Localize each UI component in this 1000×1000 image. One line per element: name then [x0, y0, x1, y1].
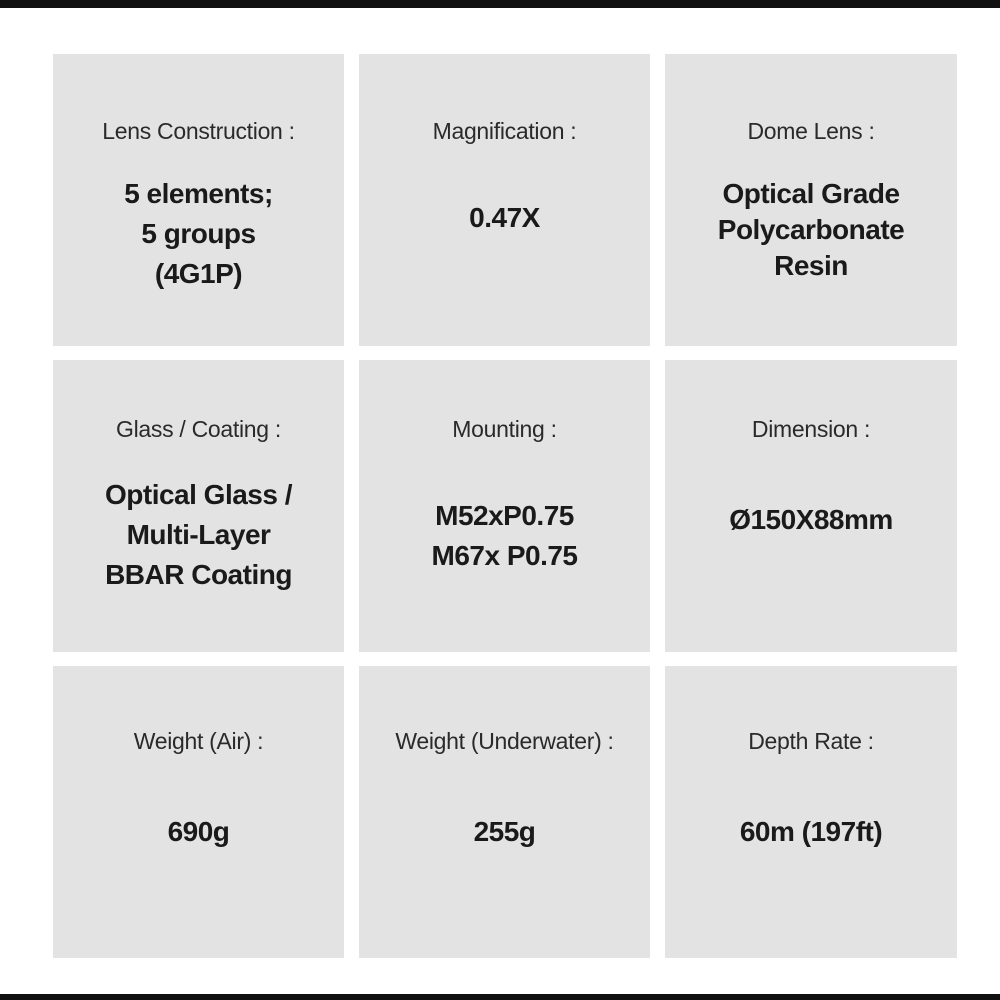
spec-value — [367, 812, 642, 852]
spec-cell-dimension — [665, 360, 957, 652]
spec-cell-weight-underwater — [359, 666, 650, 958]
spec-value-line: 0.47X — [469, 202, 540, 233]
spec-label: Dimension : — [751, 416, 871, 442]
spec-value-line: Optical Glass / — [104, 479, 293, 510]
spec-grid — [53, 54, 957, 958]
spec-value-line: Multi-Layer — [126, 519, 271, 550]
top-border — [0, 0, 1000, 8]
spec-label: Glass / Coating : — [116, 416, 281, 442]
spec-value-line: 60m (197ft) — [739, 816, 883, 847]
spec-label: Magnification : — [432, 118, 577, 144]
spec-cell-glass-coating — [53, 360, 344, 652]
spec-value-line: BBAR Coating — [105, 559, 292, 590]
spec-cell-lens-construction — [53, 54, 344, 346]
spec-value — [61, 174, 336, 294]
spec-value-line: M67x P0.75 — [431, 540, 578, 571]
spec-cell-magnification — [359, 54, 650, 346]
spec-value-line: Ø150X88mm — [729, 504, 893, 535]
spec-label: Weight (Underwater) : — [395, 728, 614, 754]
spec-value — [673, 500, 949, 540]
spec-cell-dome-lens — [665, 54, 957, 346]
spec-value-line: Polycarbonate — [717, 214, 905, 245]
spec-label: Lens Construction : — [102, 118, 295, 144]
spec-value-line: Optical Grade — [722, 178, 900, 209]
spec-label: Mounting : — [452, 416, 557, 442]
spec-value-line: 5 elements; — [124, 178, 273, 209]
spec-value-line: M52xP0.75 — [435, 500, 574, 531]
spec-value — [673, 812, 949, 852]
spec-label: Dome Lens : — [747, 118, 875, 144]
spec-value — [367, 198, 642, 238]
spec-value-line: Resin — [774, 250, 848, 281]
spec-value-line: 690g — [167, 816, 230, 847]
spec-value-line: (4G1P) — [154, 258, 243, 289]
spec-cell-depth-rate — [665, 666, 957, 958]
spec-label: Weight (Air) : — [133, 728, 264, 754]
spec-label: Depth Rate : — [748, 728, 874, 754]
spec-value — [61, 812, 336, 852]
spec-value-line: 255g — [473, 816, 536, 847]
spec-value — [367, 496, 642, 576]
spec-cell-mounting — [359, 360, 650, 652]
spec-value — [673, 176, 949, 284]
spec-value — [61, 475, 336, 595]
spec-cell-weight-air — [53, 666, 344, 958]
spec-value-line: 5 groups — [141, 218, 256, 249]
bottom-border — [0, 994, 1000, 1000]
